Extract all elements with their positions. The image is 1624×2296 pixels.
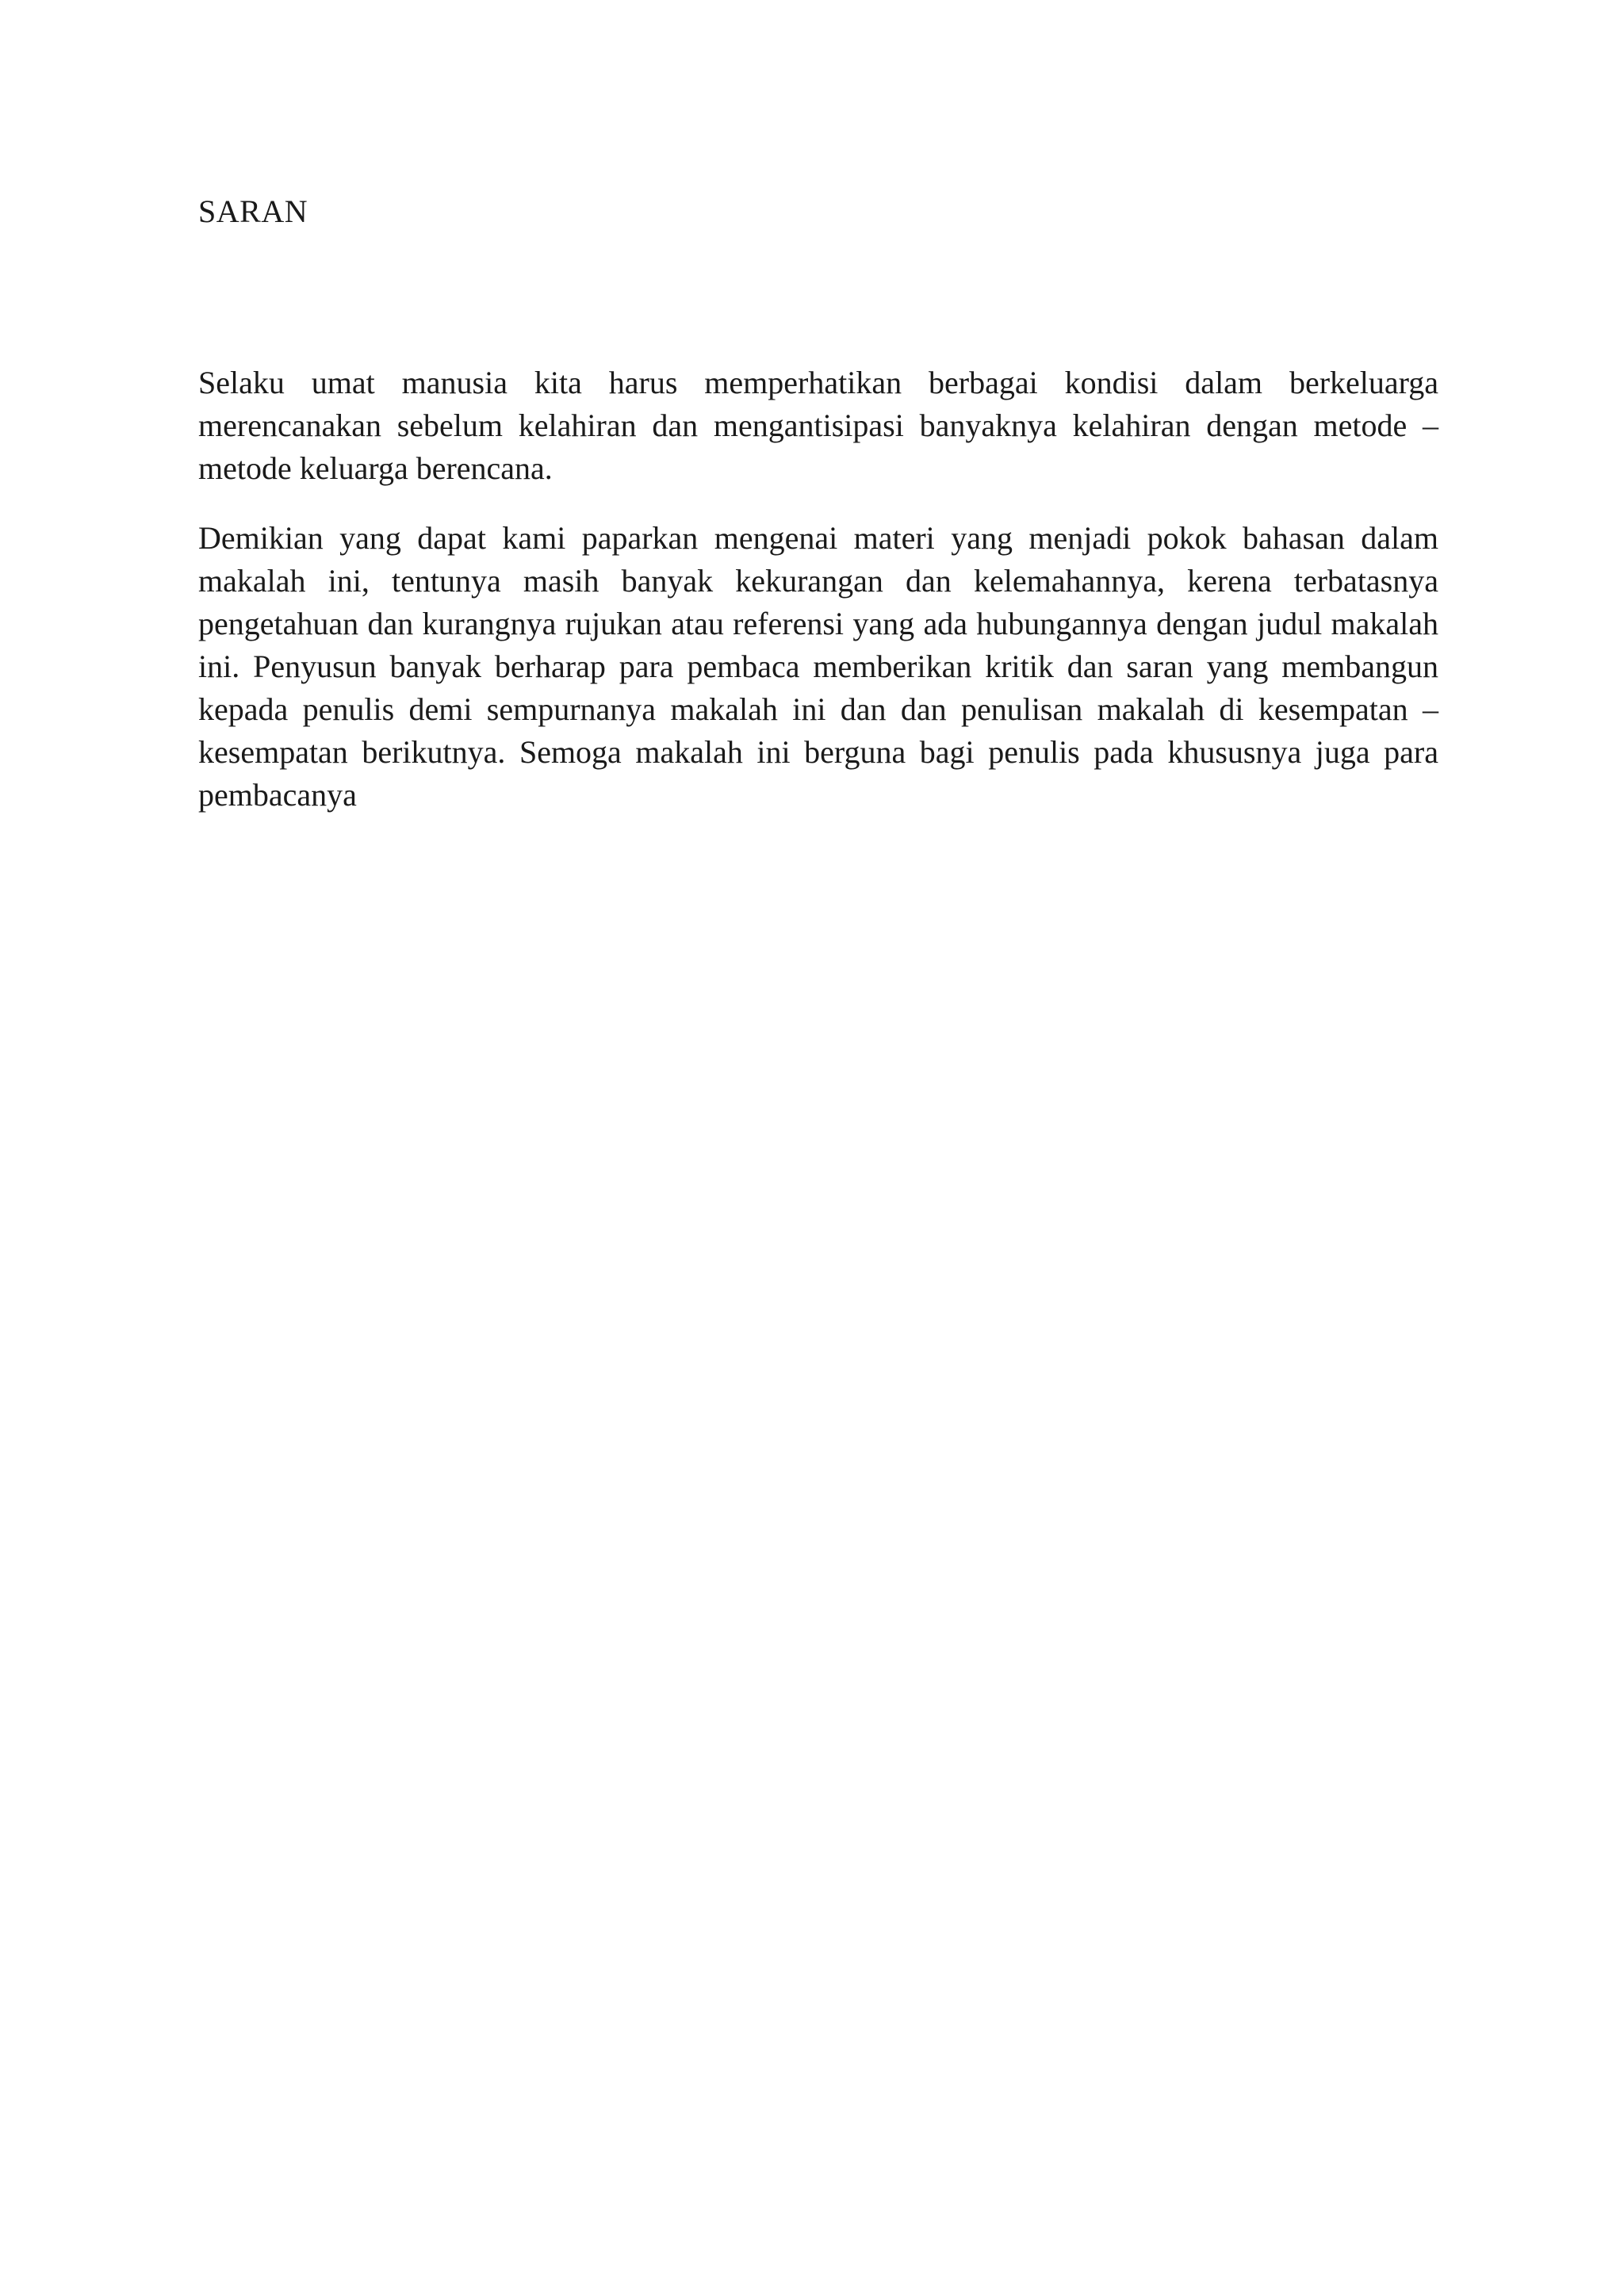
paragraph-1: Selaku umat manusia kita harus memperhatikan berbagai kondisi dalam berkeluarga merencanakan sebelum kelahiran dan mengantisipasi banyaknya kelahiran dengan metode – metode keluarga berencana. [198, 365, 1438, 486]
paragraph-2: Demikian yang dapat kami paparkan mengenai materi yang menjadi pokok bahasan dalam makalah ini, tentunya masih banyak kekurangan dan kelemahannya, kerena terbatasnya pengetahuan dan kurangnya rujukan atau referensi yang ada hubungannya dengan judul makalah ini. Penyusun banyak berharap para pembaca memberikan kritik dan saran yang membangun kepada penulis demi sempurnanya makalah ini dan dan penulisan makalah di kesempatan – kesempatan berikutnya. Semoga makalah ini berguna bagi penulis pada khususnya juga para pembacanya [198, 520, 1438, 813]
document-body [198, 190, 1438, 844]
section-heading: SARAN [198, 193, 308, 229]
